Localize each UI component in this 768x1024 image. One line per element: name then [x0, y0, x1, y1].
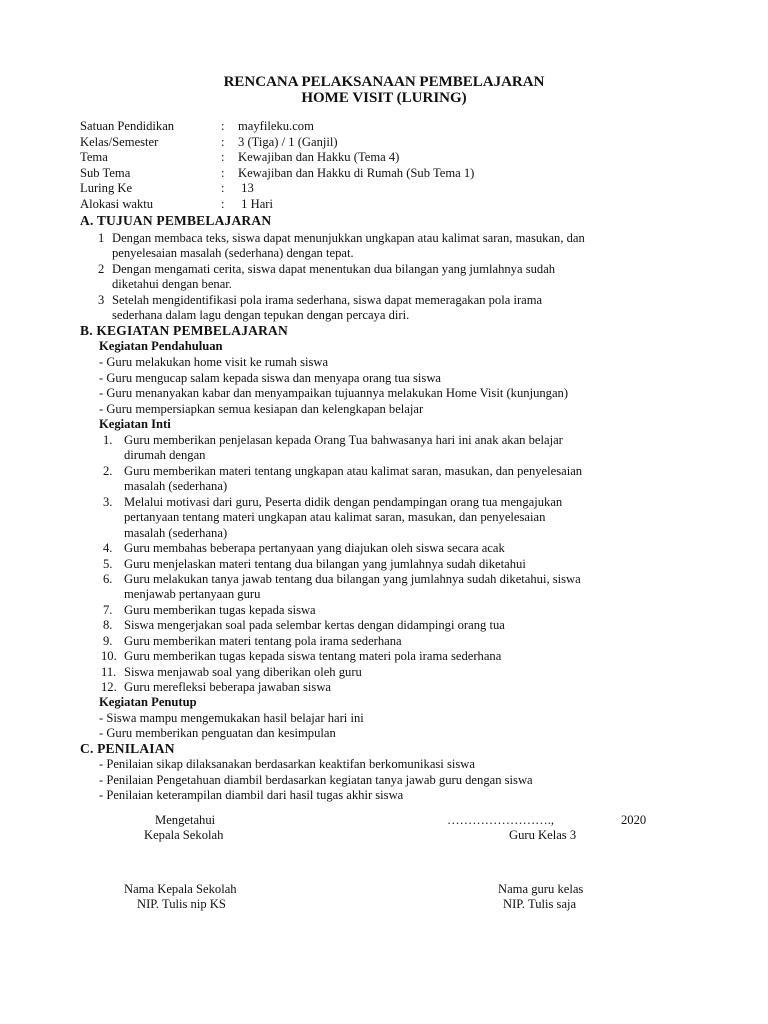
objective-line: sederhana dalam lagu dengan tepukan dengan percaya diri.: [112, 308, 410, 322]
kepala-sekolah-label: Kepala Sekolah: [144, 828, 224, 842]
inti-number: 9.: [103, 634, 113, 648]
inti-line: Guru memberikan materi tentang pola irama sederhana: [124, 634, 402, 648]
penutup-item: - Siswa mampu mengemukakan hasil belajar hari ini: [99, 711, 364, 725]
identity-block: [80, 119, 474, 212]
inti-number: 7.: [103, 603, 113, 617]
identity-row: [80, 197, 474, 213]
inti-number: 3.: [103, 495, 113, 509]
section-b-heading: B. KEGIATAN PEMBELAJARAN: [80, 323, 288, 338]
identity-value: mayfileku.com: [238, 119, 314, 133]
identity-colon: :: [221, 119, 225, 133]
objective-line: penyelesaian masalah (sederhana) dengan tepat.: [112, 246, 354, 260]
section-a-heading: A. TUJUAN PEMBELAJARAN: [80, 213, 272, 228]
identity-row: [80, 135, 474, 151]
inti-number: 1.: [103, 433, 113, 447]
penilaian-item: - Penilaian keterampilan diambil dari hasil tugas akhir siswa: [99, 788, 404, 802]
objective-line: Setelah mengidentifikasi pola irama sederhana, siswa dapat memeragakan pola irama: [112, 293, 543, 307]
identity-label: Kelas/Semester: [80, 134, 159, 149]
identity-row: [80, 166, 474, 182]
objective-number: 2: [98, 262, 105, 276]
inti-line: Siswa mengerjakan soal pada selembar kertas dengan didampingi orang tua: [124, 618, 505, 632]
inti-line: pertanyaan tentang materi ungkapan atau kalimat saran, masukan, dan penyelesaian: [124, 510, 546, 524]
identity-label: Luring Ke: [80, 181, 133, 195]
pendahuluan-item: - Guru melakukan home visit ke rumah siswa: [99, 355, 329, 369]
inti-line: Melalui motivasi dari guru, Peserta didik dengan pendampingan orang tua mengajukan: [124, 495, 563, 509]
objective-line: Dengan mengamati cerita, siswa dapat menentukan dua bilangan yang jumlahnya sudah: [112, 262, 556, 276]
pendahuluan-item: - Guru mengucap salam kepada siswa dan menyapa orang tua siswa: [99, 371, 442, 385]
document-subtitle: HOME VISIT (LURING): [301, 90, 467, 106]
identity-label: Sub Tema: [80, 165, 131, 180]
inti-number: 6.: [103, 572, 113, 586]
identity-value: 3 (Tiga) / 1 (Ganjil): [238, 134, 338, 149]
inti-line: menjawab pertanyaan guru: [124, 587, 261, 601]
identity-label: Alokasi waktu: [80, 196, 154, 211]
identity-colon: :: [221, 165, 225, 180]
inti-line: Guru memberikan penjelasan kepada Orang Tua bahwasanya hari ini anak akan belajar: [124, 433, 563, 447]
objective-number: 1: [98, 231, 105, 245]
inti-line: masalah (sederhana): [124, 526, 228, 540]
inti-line: Guru merefleksi beberapa jawaban siswa: [124, 680, 332, 694]
pendahuluan-item: - Guru mempersiapkan semua kesiapan dan kelengkapan belajar: [99, 402, 424, 416]
inti-line: Guru memberikan materi tentang ungkapan atau kalimat saran, masukan, dan penyelesaian: [124, 464, 583, 478]
section-c-heading: C. PENILAIAN: [80, 741, 175, 756]
inti-number: 12.: [101, 680, 117, 694]
identity-label: Satuan Pendidikan: [80, 119, 175, 133]
identity-row: [80, 150, 474, 166]
pendahuluan-item: - Guru menanyakan kabar dan menyampaikan tujuannya melakukan Home Visit (kunjungan): [99, 386, 569, 400]
inti-line: masalah (sederhana): [124, 479, 228, 493]
inti-number: 10.: [101, 649, 117, 663]
penilaian-item: - Penilaian Pengetahuan diambil berdasarkan kegiatan tanya jawab guru dengan siswa: [99, 773, 533, 787]
identity-row: [80, 119, 474, 135]
inti-number: 11.: [101, 665, 117, 679]
document-title: RENCANA PELAKSANAAN PEMBELAJARAN: [223, 74, 545, 90]
inti-line: Siswa menjawab soal yang diberikan oleh guru: [124, 665, 362, 679]
identity-value: 1 Hari: [238, 196, 273, 211]
guru-kelas-nip: NIP. Tulis saja: [503, 897, 577, 911]
objective-line: Dengan membaca teks, siswa dapat menunjukkan ungkapan atau kalimat saran, masukan, dan: [112, 231, 585, 245]
guru-kelas-label: Guru Kelas 3: [509, 828, 577, 842]
inti-number: 2.: [103, 464, 113, 478]
identity-colon: :: [221, 181, 225, 195]
identity-colon: :: [221, 150, 225, 164]
inti-line: Guru melakukan tanya jawab tentang dua bilangan yang jumlahnya sudah diketahui, siswa: [124, 572, 581, 586]
inti-line: Guru memberikan tugas kepada siswa: [124, 603, 316, 617]
penilaian-item: - Penilaian sikap dilaksanakan berdasarkan keaktifan berkomunikasi siswa: [99, 757, 475, 771]
objective-number: 3: [98, 293, 105, 307]
mengetahui-label: Mengetahui: [155, 813, 216, 827]
kepala-sekolah-name: Nama Kepala Sekolah: [124, 882, 237, 896]
identity-value: Kewajiban dan Hakku di Rumah (Sub Tema 1): [238, 165, 475, 180]
date-placeholder: …………………….,: [447, 813, 555, 827]
inti-line: Guru memberikan tugas kepada siswa tentang materi pola irama sederhana: [124, 649, 502, 663]
inti-number: 8.: [103, 618, 113, 632]
inti-line: dirumah dengan: [124, 448, 206, 462]
signature-year: 2020: [621, 813, 647, 827]
inti-number: 4.: [103, 541, 113, 555]
inti-number: 5.: [103, 557, 113, 571]
identity-colon: :: [221, 196, 225, 211]
identity-row: [80, 181, 474, 197]
identity-value: Kewajiban dan Hakku (Tema 4): [238, 150, 400, 164]
objective-line: diketahui dengan benar.: [112, 277, 232, 291]
inti-line: Guru menjelaskan materi tentang dua bilangan yang jumlahnya sudah diketahui: [124, 557, 526, 571]
inti-heading: Kegiatan Inti: [99, 417, 171, 431]
guru-kelas-name: Nama guru kelas: [498, 882, 584, 896]
inti-line: Guru membahas beberapa pertanyaan yang diajukan oleh siswa secara acak: [124, 541, 505, 555]
kepala-sekolah-nip: NIP. Tulis nip KS: [137, 897, 226, 911]
identity-label: Tema: [80, 150, 108, 164]
identity-value: 13: [238, 181, 254, 195]
pendahuluan-heading: Kegiatan Pendahuluan: [99, 339, 223, 353]
penutup-item: - Guru memberikan penguatan dan kesimpulan: [99, 726, 336, 740]
penutup-heading: Kegiatan Penutup: [99, 695, 197, 709]
identity-colon: :: [221, 134, 225, 149]
